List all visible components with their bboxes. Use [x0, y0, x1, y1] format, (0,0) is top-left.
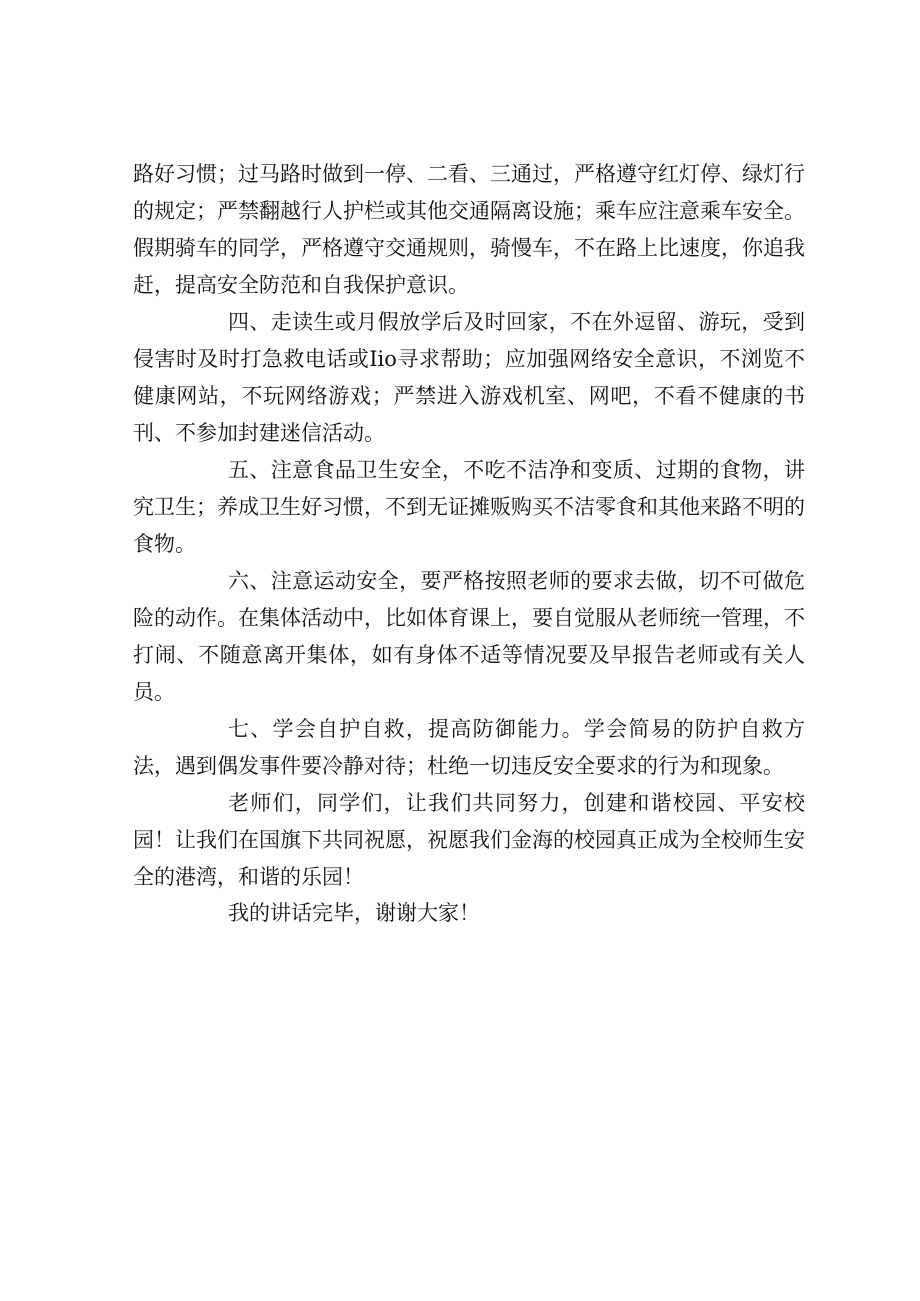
paragraph-traffic-safety: 路好习惯；过马路时做到一停、二看、三通过，严格遵守红灯停、绿灯行的规定；严禁翻越行人护栏或其他交通隔离设施；乘车应注意乘车安全。假期骑车的同学，严格遵守交通规则，骑慢车，不在路上比速度，你追我赶，提高安全防范和自我保护意识。: [133, 162, 805, 297]
paragraph-item-seven: 七、学会自护自救，提高防御能力。学会简易的防护自救方法，遇到偶发事件要冷静对待；杜绝一切违反安全要求的行为和现象。: [133, 717, 805, 778]
paragraph-item-five: 五、注意食品卫生安全，不吃不洁净和变质、过期的食物，讲究卫生；养成卫生好习惯，不到无证摊贩购买不洁零食和其他来路不明的食物。: [133, 458, 805, 556]
paragraph-appeal: 老师们，同学们，让我们共同努力，创建和谐校园、平安校园！让我们在国旗下共同祝愿，祝愿我们金海的校园真正成为全校师生安全的港湾，和谐的乐园！: [133, 791, 805, 889]
paragraph-item-four: 四、走读生或月假放学后及时回家，不在外逗留、游玩，受到侵害时及时打急救电话或Iio寻求帮助；应加强网络安全意识，不浏览不健康网站，不玩网络游戏；严禁进入游戏机室、网吧，不看不健康的书刊、不参加封建迷信活动。: [133, 310, 805, 445]
document-body: [133, 156, 805, 931]
paragraph-item-six: 六、注意运动安全，要严格按照老师的要求去做，切不可做危险的动作。在集体活动中，比如体育课上，要自觉服从老师统一管理，不打闹、不随意离开集体，如有身体不适等情况要及早报告老师或有关人员。: [133, 569, 805, 704]
paragraph-closing: 我的讲话完毕，谢谢大家！: [228, 901, 480, 925]
